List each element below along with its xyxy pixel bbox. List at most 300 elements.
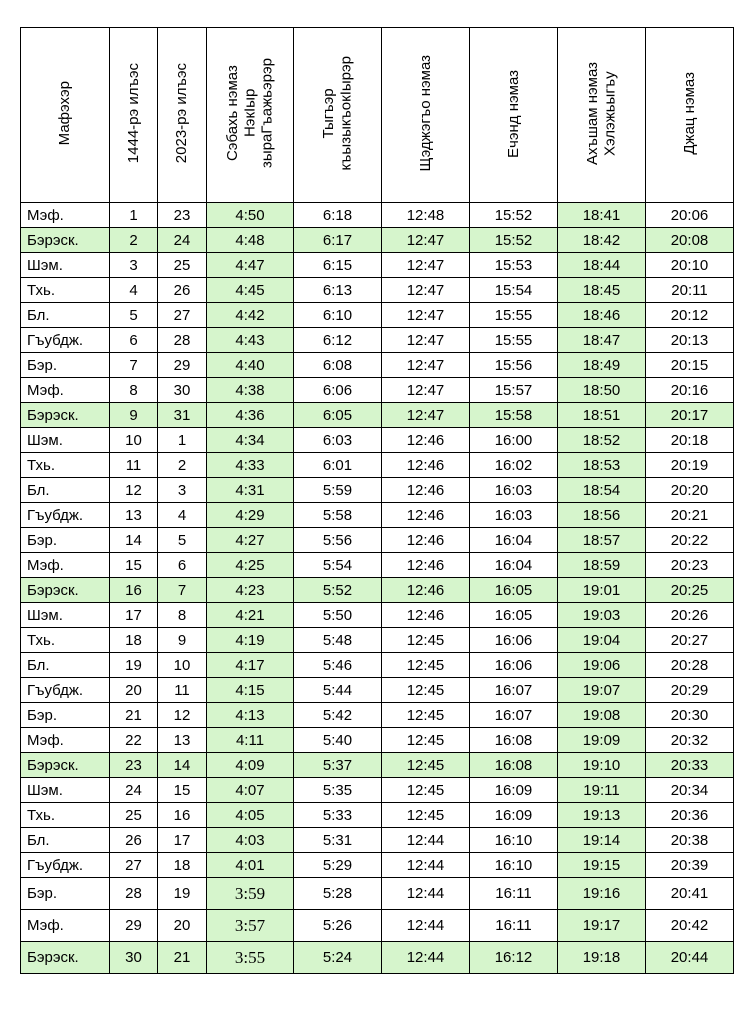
hijri-cell: 5: [110, 303, 158, 328]
asr-cell: 15:55: [470, 303, 558, 328]
fajr-cell: 3:57: [207, 910, 294, 942]
day-cell: Шэм.: [21, 603, 110, 628]
fajr-cell: 4:13: [207, 703, 294, 728]
dhuhr-cell: 12:47: [382, 228, 470, 253]
day-cell: Мэф.: [21, 378, 110, 403]
fajr-cell: 4:21: [207, 603, 294, 628]
dhuhr-cell: 12:45: [382, 728, 470, 753]
asr-cell: 16:00: [470, 428, 558, 453]
asr-cell: 16:10: [470, 828, 558, 853]
table-row: [21, 278, 734, 303]
sunrise-cell: 5:59: [294, 478, 382, 503]
dhuhr-cell: 12:44: [382, 942, 470, 974]
asr-cell: 16:11: [470, 910, 558, 942]
sunrise-cell: 5:50: [294, 603, 382, 628]
fajr-cell: 4:43: [207, 328, 294, 353]
gregorian-cell: 2: [158, 453, 207, 478]
gregorian-cell: 5: [158, 528, 207, 553]
table-row: [21, 678, 734, 703]
isha-cell: 20:26: [646, 603, 734, 628]
maghrib-cell: 18:52: [558, 428, 646, 453]
table-row: [21, 253, 734, 278]
maghrib-cell: 19:07: [558, 678, 646, 703]
fajr-cell: 4:03: [207, 828, 294, 853]
header-isha: Джац нэмаз: [646, 28, 734, 203]
day-cell: Бэрэск.: [21, 403, 110, 428]
gregorian-cell: 20: [158, 910, 207, 942]
day-cell: Бэр.: [21, 528, 110, 553]
table-row: [21, 478, 734, 503]
maghrib-cell: 19:18: [558, 942, 646, 974]
gregorian-cell: 13: [158, 728, 207, 753]
table-row: [21, 378, 734, 403]
isha-cell: 20:10: [646, 253, 734, 278]
fajr-cell: 4:33: [207, 453, 294, 478]
table-row: [21, 503, 734, 528]
day-cell: Тхь.: [21, 803, 110, 828]
hijri-cell: 29: [110, 910, 158, 942]
day-cell: Бл.: [21, 303, 110, 328]
hijri-cell: 19: [110, 653, 158, 678]
maghrib-cell: 19:11: [558, 778, 646, 803]
header-asr: Ечэнд нэмаз: [470, 28, 558, 203]
hijri-cell: 7: [110, 353, 158, 378]
day-cell: Шэм.: [21, 428, 110, 453]
day-cell: Бэр.: [21, 353, 110, 378]
day-cell: Бэр.: [21, 703, 110, 728]
sunrise-cell: 6:05: [294, 403, 382, 428]
sunrise-cell: 5:44: [294, 678, 382, 703]
isha-cell: 20:16: [646, 378, 734, 403]
isha-cell: 20:27: [646, 628, 734, 653]
table-row: [21, 578, 734, 603]
maghrib-cell: 19:01: [558, 578, 646, 603]
asr-cell: 15:57: [470, 378, 558, 403]
gregorian-cell: 12: [158, 703, 207, 728]
dhuhr-cell: 12:46: [382, 503, 470, 528]
gregorian-cell: 8: [158, 603, 207, 628]
gregorian-cell: 3: [158, 478, 207, 503]
isha-cell: 20:12: [646, 303, 734, 328]
dhuhr-cell: 12:48: [382, 203, 470, 228]
fajr-cell: 4:11: [207, 728, 294, 753]
isha-cell: 20:36: [646, 803, 734, 828]
asr-cell: 15:54: [470, 278, 558, 303]
day-cell: Бл.: [21, 828, 110, 853]
day-cell: Мэф.: [21, 553, 110, 578]
dhuhr-cell: 12:47: [382, 403, 470, 428]
gregorian-cell: 4: [158, 503, 207, 528]
sunrise-cell: 6:01: [294, 453, 382, 478]
sunrise-cell: 5:42: [294, 703, 382, 728]
maghrib-cell: 18:57: [558, 528, 646, 553]
table-row: [21, 428, 734, 453]
maghrib-cell: 19:04: [558, 628, 646, 653]
table-row: [21, 703, 734, 728]
fajr-cell: 4:48: [207, 228, 294, 253]
gregorian-cell: 31: [158, 403, 207, 428]
dhuhr-cell: 12:45: [382, 803, 470, 828]
dhuhr-cell: 12:46: [382, 428, 470, 453]
maghrib-cell: 18:41: [558, 203, 646, 228]
header-hijri-day: 1444-рэ илъэс: [110, 28, 158, 203]
fajr-cell: 4:27: [207, 528, 294, 553]
gregorian-cell: 25: [158, 253, 207, 278]
asr-cell: 16:06: [470, 628, 558, 653]
asr-cell: 16:03: [470, 503, 558, 528]
dhuhr-cell: 12:44: [382, 828, 470, 853]
maghrib-cell: 19:13: [558, 803, 646, 828]
maghrib-cell: 19:03: [558, 603, 646, 628]
table-row: [21, 778, 734, 803]
dhuhr-cell: 12:46: [382, 528, 470, 553]
isha-cell: 20:28: [646, 653, 734, 678]
fajr-cell: 4:50: [207, 203, 294, 228]
header-day: Мафэхэр: [21, 28, 110, 203]
fajr-cell: 4:15: [207, 678, 294, 703]
table-row: [21, 728, 734, 753]
hijri-cell: 30: [110, 942, 158, 974]
asr-cell: 16:09: [470, 778, 558, 803]
maghrib-cell: 18:42: [558, 228, 646, 253]
day-cell: Гъубдж.: [21, 678, 110, 703]
fajr-cell: 4:42: [207, 303, 294, 328]
dhuhr-cell: 12:45: [382, 753, 470, 778]
hijri-cell: 14: [110, 528, 158, 553]
isha-cell: 20:21: [646, 503, 734, 528]
fajr-cell: 4:29: [207, 503, 294, 528]
fajr-cell: 4:23: [207, 578, 294, 603]
gregorian-cell: 27: [158, 303, 207, 328]
prayer-times-sheet: [20, 27, 733, 974]
sunrise-cell: 5:24: [294, 942, 382, 974]
fajr-cell: 3:55: [207, 942, 294, 974]
asr-cell: 15:53: [470, 253, 558, 278]
sunrise-cell: 5:54: [294, 553, 382, 578]
gregorian-cell: 1: [158, 428, 207, 453]
sunrise-cell: 5:26: [294, 910, 382, 942]
sunrise-cell: 5:56: [294, 528, 382, 553]
isha-cell: 20:42: [646, 910, 734, 942]
isha-cell: 20:19: [646, 453, 734, 478]
header-fajr: [207, 28, 294, 203]
maghrib-cell: 18:47: [558, 328, 646, 353]
isha-cell: 20:44: [646, 942, 734, 974]
sunrise-cell: 5:35: [294, 778, 382, 803]
table-row: [21, 528, 734, 553]
day-cell: Бл.: [21, 478, 110, 503]
gregorian-cell: 21: [158, 942, 207, 974]
dhuhr-cell: 12:46: [382, 478, 470, 503]
dhuhr-cell: 12:46: [382, 603, 470, 628]
hijri-cell: 20: [110, 678, 158, 703]
asr-cell: 15:56: [470, 353, 558, 378]
asr-cell: 15:58: [470, 403, 558, 428]
day-cell: Бл.: [21, 653, 110, 678]
fajr-cell: 4:25: [207, 553, 294, 578]
sunrise-cell: 6:18: [294, 203, 382, 228]
hijri-cell: 15: [110, 553, 158, 578]
day-cell: Гъубдж.: [21, 853, 110, 878]
asr-cell: 16:02: [470, 453, 558, 478]
maghrib-cell: 19:17: [558, 910, 646, 942]
isha-cell: 20:13: [646, 328, 734, 353]
gregorian-cell: 30: [158, 378, 207, 403]
header-sunrise: Тыгъэр къызыкъокІырэр: [294, 28, 382, 203]
isha-cell: 20:32: [646, 728, 734, 753]
isha-cell: 20:33: [646, 753, 734, 778]
dhuhr-cell: 12:44: [382, 878, 470, 910]
isha-cell: 20:20: [646, 478, 734, 503]
sunrise-cell: 5:40: [294, 728, 382, 753]
hijri-cell: 26: [110, 828, 158, 853]
table-row: [21, 553, 734, 578]
asr-cell: 16:12: [470, 942, 558, 974]
day-cell: Бэрэск.: [21, 942, 110, 974]
hijri-cell: 21: [110, 703, 158, 728]
hijri-cell: 12: [110, 478, 158, 503]
hijri-cell: 24: [110, 778, 158, 803]
asr-cell: 15:52: [470, 203, 558, 228]
maghrib-cell: 18:45: [558, 278, 646, 303]
isha-cell: 20:30: [646, 703, 734, 728]
maghrib-cell: 19:06: [558, 653, 646, 678]
sunrise-cell: 6:12: [294, 328, 382, 353]
dhuhr-cell: 12:47: [382, 303, 470, 328]
table-row: [21, 453, 734, 478]
header-fajr-label: Сэбахь нэмаз НэкІыр зыраГъажьэрэр: [224, 58, 276, 169]
sunrise-cell: 5:58: [294, 503, 382, 528]
dhuhr-cell: 12:47: [382, 253, 470, 278]
dhuhr-cell: 12:45: [382, 628, 470, 653]
maghrib-cell: 18:56: [558, 503, 646, 528]
hijri-cell: 11: [110, 453, 158, 478]
asr-cell: 16:04: [470, 528, 558, 553]
sunrise-cell: 5:52: [294, 578, 382, 603]
maghrib-cell: 18:49: [558, 353, 646, 378]
table-row: [21, 328, 734, 353]
isha-cell: 20:08: [646, 228, 734, 253]
isha-cell: 20:38: [646, 828, 734, 853]
table-row: [21, 628, 734, 653]
table-row: [21, 753, 734, 778]
asr-cell: 16:08: [470, 728, 558, 753]
sunrise-cell: 6:10: [294, 303, 382, 328]
sunrise-cell: 6:08: [294, 353, 382, 378]
dhuhr-cell: 12:47: [382, 378, 470, 403]
asr-cell: 16:07: [470, 678, 558, 703]
maghrib-cell: 18:53: [558, 453, 646, 478]
asr-cell: 16:06: [470, 653, 558, 678]
gregorian-cell: 9: [158, 628, 207, 653]
day-cell: Гъубдж.: [21, 503, 110, 528]
fajr-cell: 3:59: [207, 878, 294, 910]
maghrib-cell: 18:46: [558, 303, 646, 328]
dhuhr-cell: 12:44: [382, 910, 470, 942]
gregorian-cell: 6: [158, 553, 207, 578]
hijri-cell: 25: [110, 803, 158, 828]
dhuhr-cell: 12:46: [382, 578, 470, 603]
isha-cell: 20:23: [646, 553, 734, 578]
header-maghrib: Ахъшам нэмаз Хэлэжьыгъу: [558, 28, 646, 203]
gregorian-cell: 17: [158, 828, 207, 853]
isha-cell: 20:15: [646, 353, 734, 378]
fajr-cell: 4:09: [207, 753, 294, 778]
day-cell: Шэм.: [21, 253, 110, 278]
day-cell: Бэр.: [21, 878, 110, 910]
hijri-cell: 28: [110, 878, 158, 910]
isha-cell: 20:39: [646, 853, 734, 878]
hijri-cell: 2: [110, 228, 158, 253]
dhuhr-cell: 12:46: [382, 553, 470, 578]
table-row: [21, 910, 734, 942]
table-row: [21, 942, 734, 974]
asr-cell: 16:04: [470, 553, 558, 578]
asr-cell: 15:55: [470, 328, 558, 353]
maghrib-cell: 19:14: [558, 828, 646, 853]
hijri-cell: 22: [110, 728, 158, 753]
dhuhr-cell: 12:44: [382, 853, 470, 878]
isha-cell: 20:29: [646, 678, 734, 703]
isha-cell: 20:18: [646, 428, 734, 453]
day-cell: Мэф.: [21, 203, 110, 228]
day-cell: Шэм.: [21, 778, 110, 803]
asr-cell: 16:10: [470, 853, 558, 878]
isha-cell: 20:06: [646, 203, 734, 228]
maghrib-cell: 18:51: [558, 403, 646, 428]
table-row: [21, 403, 734, 428]
table-row: [21, 853, 734, 878]
table-row: [21, 653, 734, 678]
dhuhr-cell: 12:46: [382, 453, 470, 478]
hijri-cell: 6: [110, 328, 158, 353]
hijri-cell: 16: [110, 578, 158, 603]
table-row: [21, 803, 734, 828]
gregorian-cell: 15: [158, 778, 207, 803]
sunrise-cell: 6:15: [294, 253, 382, 278]
day-cell: Бэрэск.: [21, 753, 110, 778]
gregorian-cell: 24: [158, 228, 207, 253]
sunrise-cell: 5:28: [294, 878, 382, 910]
fajr-cell: 4:38: [207, 378, 294, 403]
sunrise-cell: 5:46: [294, 653, 382, 678]
maghrib-cell: 19:10: [558, 753, 646, 778]
sunrise-cell: 6:13: [294, 278, 382, 303]
maghrib-cell: 19:09: [558, 728, 646, 753]
table-row: [21, 203, 734, 228]
maghrib-cell: 19:16: [558, 878, 646, 910]
gregorian-cell: 23: [158, 203, 207, 228]
gregorian-cell: 29: [158, 353, 207, 378]
fajr-cell: 4:31: [207, 478, 294, 503]
day-cell: Бэрэск.: [21, 228, 110, 253]
gregorian-cell: 10: [158, 653, 207, 678]
maghrib-cell: 18:59: [558, 553, 646, 578]
fajr-cell: 4:47: [207, 253, 294, 278]
day-cell: Мэф.: [21, 910, 110, 942]
day-cell: Тхь.: [21, 278, 110, 303]
hijri-cell: 13: [110, 503, 158, 528]
day-cell: Гъубдж.: [21, 328, 110, 353]
header-dhuhr: Щэджэгъо нэмаз: [382, 28, 470, 203]
hijri-cell: 27: [110, 853, 158, 878]
sunrise-cell: 6:17: [294, 228, 382, 253]
fajr-cell: 4:34: [207, 428, 294, 453]
header-row: [21, 28, 734, 203]
sunrise-cell: 6:03: [294, 428, 382, 453]
hijri-cell: 1: [110, 203, 158, 228]
isha-cell: 20:34: [646, 778, 734, 803]
hijri-cell: 10: [110, 428, 158, 453]
asr-cell: 16:11: [470, 878, 558, 910]
table-body: [21, 203, 734, 974]
asr-cell: 15:52: [470, 228, 558, 253]
table-row: [21, 828, 734, 853]
maghrib-cell: 18:44: [558, 253, 646, 278]
hijri-cell: 3: [110, 253, 158, 278]
maghrib-cell: 19:15: [558, 853, 646, 878]
table-row: [21, 353, 734, 378]
sunrise-cell: 5:37: [294, 753, 382, 778]
fajr-cell: 4:45: [207, 278, 294, 303]
hijri-cell: 4: [110, 278, 158, 303]
hijri-cell: 23: [110, 753, 158, 778]
maghrib-cell: 19:08: [558, 703, 646, 728]
dhuhr-cell: 12:45: [382, 678, 470, 703]
hijri-cell: 8: [110, 378, 158, 403]
fajr-cell: 4:07: [207, 778, 294, 803]
asr-cell: 16:07: [470, 703, 558, 728]
maghrib-cell: 18:54: [558, 478, 646, 503]
isha-cell: 20:22: [646, 528, 734, 553]
sunrise-cell: 5:33: [294, 803, 382, 828]
day-cell: Мэф.: [21, 728, 110, 753]
fajr-cell: 4:05: [207, 803, 294, 828]
asr-cell: 16:08: [470, 753, 558, 778]
fajr-cell: 4:17: [207, 653, 294, 678]
gregorian-cell: 19: [158, 878, 207, 910]
gregorian-cell: 18: [158, 853, 207, 878]
day-cell: Тхь.: [21, 453, 110, 478]
gregorian-cell: 14: [158, 753, 207, 778]
table-row: [21, 303, 734, 328]
hijri-cell: 18: [110, 628, 158, 653]
dhuhr-cell: 12:47: [382, 278, 470, 303]
asr-cell: 16:05: [470, 578, 558, 603]
asr-cell: 16:09: [470, 803, 558, 828]
dhuhr-cell: 12:45: [382, 653, 470, 678]
day-cell: Бэрэск.: [21, 578, 110, 603]
day-cell: Тхь.: [21, 628, 110, 653]
asr-cell: 16:05: [470, 603, 558, 628]
gregorian-cell: 16: [158, 803, 207, 828]
hijri-cell: 9: [110, 403, 158, 428]
gregorian-cell: 28: [158, 328, 207, 353]
gregorian-cell: 7: [158, 578, 207, 603]
table-row: [21, 603, 734, 628]
hijri-cell: 17: [110, 603, 158, 628]
sunrise-cell: 6:06: [294, 378, 382, 403]
fajr-cell: 4:40: [207, 353, 294, 378]
sunrise-cell: 5:29: [294, 853, 382, 878]
sunrise-cell: 5:48: [294, 628, 382, 653]
asr-cell: 16:03: [470, 478, 558, 503]
fajr-cell: 4:19: [207, 628, 294, 653]
fajr-cell: 4:01: [207, 853, 294, 878]
header-gregorian-day: 2023-рэ илъэс: [158, 28, 207, 203]
isha-cell: 20:41: [646, 878, 734, 910]
dhuhr-cell: 12:45: [382, 703, 470, 728]
